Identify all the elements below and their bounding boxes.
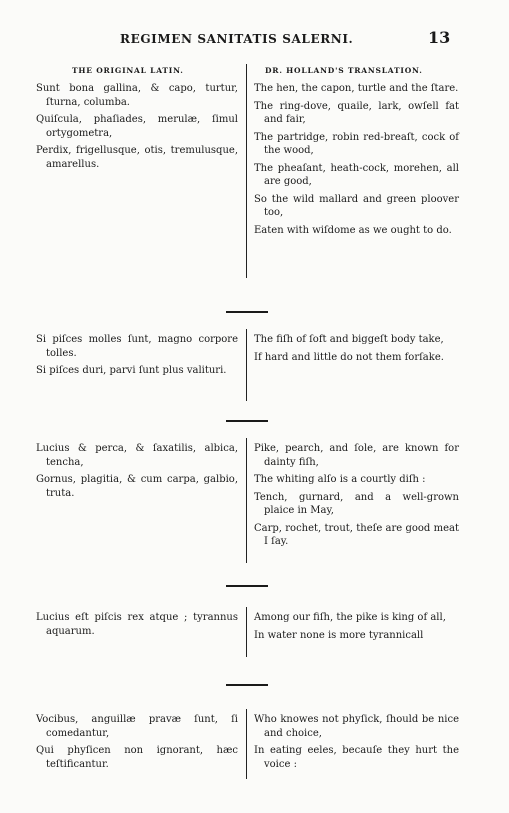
latin-text [36,82,238,175]
section-rule [226,585,268,587]
section-rule [226,420,268,422]
column-divider [246,329,247,401]
latin-text [36,333,238,382]
english-text [254,333,459,368]
latin-text [36,611,238,642]
latin-line: Si piſces duri, parvi ſunt plus valituri. [36,365,227,376]
column-divider [246,438,247,563]
english-line: In water none is more tyrannicall [254,629,424,641]
column-divider [246,709,247,779]
english-line: The pheaſant, heath-cock, morehen, all are good, [254,162,459,187]
latin-line: Vocibus, anguillæ pravæ ſunt, ſi comedantur, [36,714,238,739]
english-line: Eaten with wiſdome as we ought to do. [254,224,452,236]
latin-text [36,713,238,775]
english-line: In eating eeles, becauſe they hurt the voice : [254,745,459,770]
running-head: REGIMEN SANITATIS SALERNI. [120,32,354,46]
english-line: Pike, pearch, and ſole, are known for dainty fiſh, [254,443,459,468]
page-number: 13 [428,28,451,47]
latin-line: Qui phyſicen non ignorant, hæc teſtificantur. [36,745,238,770]
english-line: The fiſh of ſoft and biggeſt body take, [254,334,444,345]
latin-line: Quiſcula, phaſiades, merulæ, ſimul ortygometra, [36,114,238,139]
latin-column-heading: THE ORIGINAL LATIN. [72,66,184,75]
latin-line: Sunt bona gallina, & capo, turtur, ſturna, columba. [36,83,238,108]
english-line: If hard and little do not them forſake. [254,351,444,363]
column-divider [246,64,247,278]
english-text [254,442,459,553]
english-line: The whiting alſo is a courtly diſh : [254,474,426,485]
english-line: The ring-dove, quaile, lark, owſell fat and fair, [254,100,459,125]
english-line: Among our fiſh, the pike is king of all, [254,612,446,623]
english-line: The partridge, robin red-breaſt, cock of the wood, [254,131,459,156]
english-text [254,82,459,241]
latin-line: Perdix, frigellusque, otis, tremulusque, amarellus. [36,145,238,170]
english-text [254,611,459,646]
latin-line: Si piſces molles ſunt, magno corpore tolles. [36,334,238,359]
english-line: Who knowes not phyſick, ſhould be nice and choice, [254,714,459,739]
english-line: So the wild mallard and green ploover too, [254,193,459,218]
column-divider [246,607,247,657]
latin-text [36,442,238,504]
english-line: The hen, the capon, turtle and the ſtare. [254,83,459,94]
english-line: Tench, gurnard, and a well-grown plaice in May, [254,491,459,516]
latin-line: Lucius eſt piſcis rex atque ; tyrannus aquarum. [36,612,238,637]
english-line: Carp, rochet, trout, theſe are good meat I ſay. [254,522,459,547]
section-rule [226,684,268,686]
english-column-heading: DR. HOLLAND'S TRANSLATION. [265,66,423,75]
section-rule [226,311,268,313]
english-text [254,713,459,775]
latin-line: Lucius & perca, & ſaxatilis, albica, tencha, [36,443,238,468]
latin-line: Gornus, plagitia, & cum carpa, galbio, truta. [36,474,238,499]
